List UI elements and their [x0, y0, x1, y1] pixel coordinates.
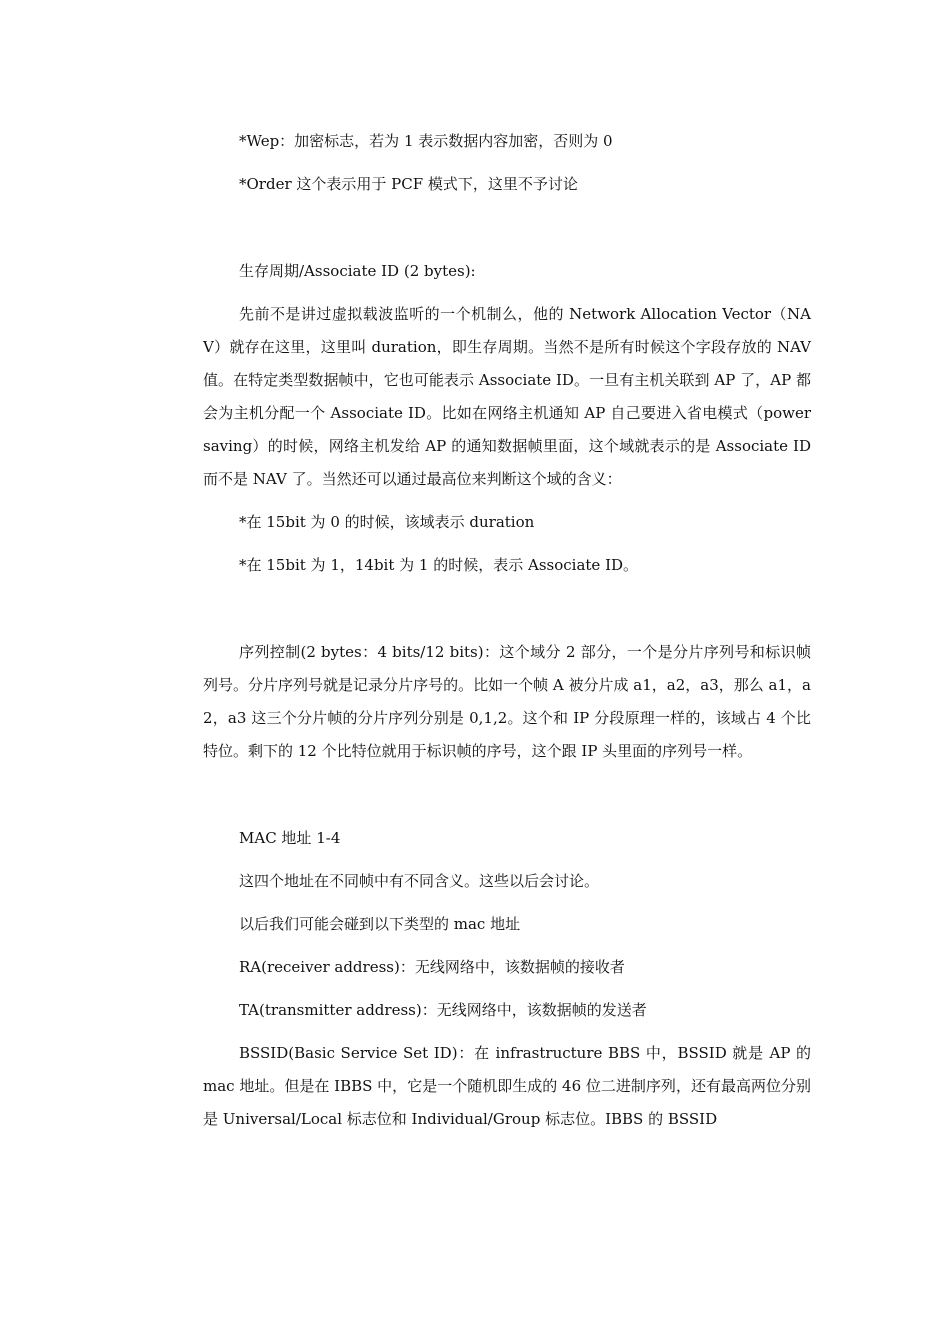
spacer [203, 211, 811, 255]
paragraph-mac-meaning: 这四个地址在不同帧中有不同含义。这些以后会讨论。 [239, 872, 600, 890]
paragraph-receiver-address: RA(receiver address)：无线网络中，该数据帧的接收者 [239, 958, 625, 976]
paragraph-wep: *Wep：加密标志，若为 1 表示数据内容加密，否则为 0 [239, 132, 613, 150]
paragraph-mac-types-intro: 以后我们可能会碰到以下类型的 mac 地址 [239, 915, 521, 933]
document-body [203, 125, 811, 1146]
paragraph-sequence-control: 序列控制(2 bytes：4 bits/12 bits)：这个域分 2 部分，一个是分片序列号和标识帧列号。分片序列号就是记录分片序号的。比如一个帧 A 被分片成 a1，a2，a3，那么 a1，a2，a3 这三个分片帧的分片序列分别是 0,1,2。这个和 IP 分段原理一样的，该域占 4 个比特位。剩下的 12 个比特位就用于标识帧的序号，这个跟 IP 头里面的序列号一样。 [203, 643, 811, 760]
spacer [203, 592, 811, 636]
paragraph-bit15-one: *在 15bit 为 1，14bit 为 1 的时候，表示 Associate ID。 [239, 556, 639, 574]
heading-duration-associate-id: 生存周期/Associate ID (2 bytes): [239, 262, 476, 280]
paragraph-bssid: BSSID(Basic Service Set ID)：在 infrastructure BBS 中，BSSID 就是 AP 的 mac 地址。但是在 IBBS 中，它是一个随机即生成的 46 位二进制序列，还有最高两位分别是 Universal/Local 标志位和 Individual/Group 标志位。IBBS 的 BSSID [203, 1044, 811, 1128]
paragraph-order: *Order 这个表示用于 PCF 模式下，这里不予讨论 [239, 175, 578, 193]
paragraph-bit15-zero: *在 15bit 为 0 的时候，该域表示 duration [239, 513, 535, 531]
heading-mac-address: MAC 地址 1-4 [239, 829, 341, 847]
paragraph-transmitter-address: TA(transmitter address)：无线网络中，该数据帧的发送者 [239, 1001, 647, 1019]
paragraph-nav-description: 先前不是讲过虚拟载波监听的一个机制么，他的 Network Allocation Vector（NAV）就存在这里，这里叫 duration，即生存周期。当然不是所有时候这个字段存放的 NAV 值。在特定类型数据帧中，它也可能表示 Associate ID。一旦有主机关联到 AP 了，AP 都会为主机分配一个 Associate ID。比如在网络主机通知 AP 自己要进入省电模式（power saving）的时候，网络主机发给 AP 的通知数据帧里面，这个域就表示的是 Associate ID 而不是 NAV 了。当然还可以通过最高位来判断这个域的含义： [203, 305, 811, 488]
spacer [203, 778, 811, 822]
